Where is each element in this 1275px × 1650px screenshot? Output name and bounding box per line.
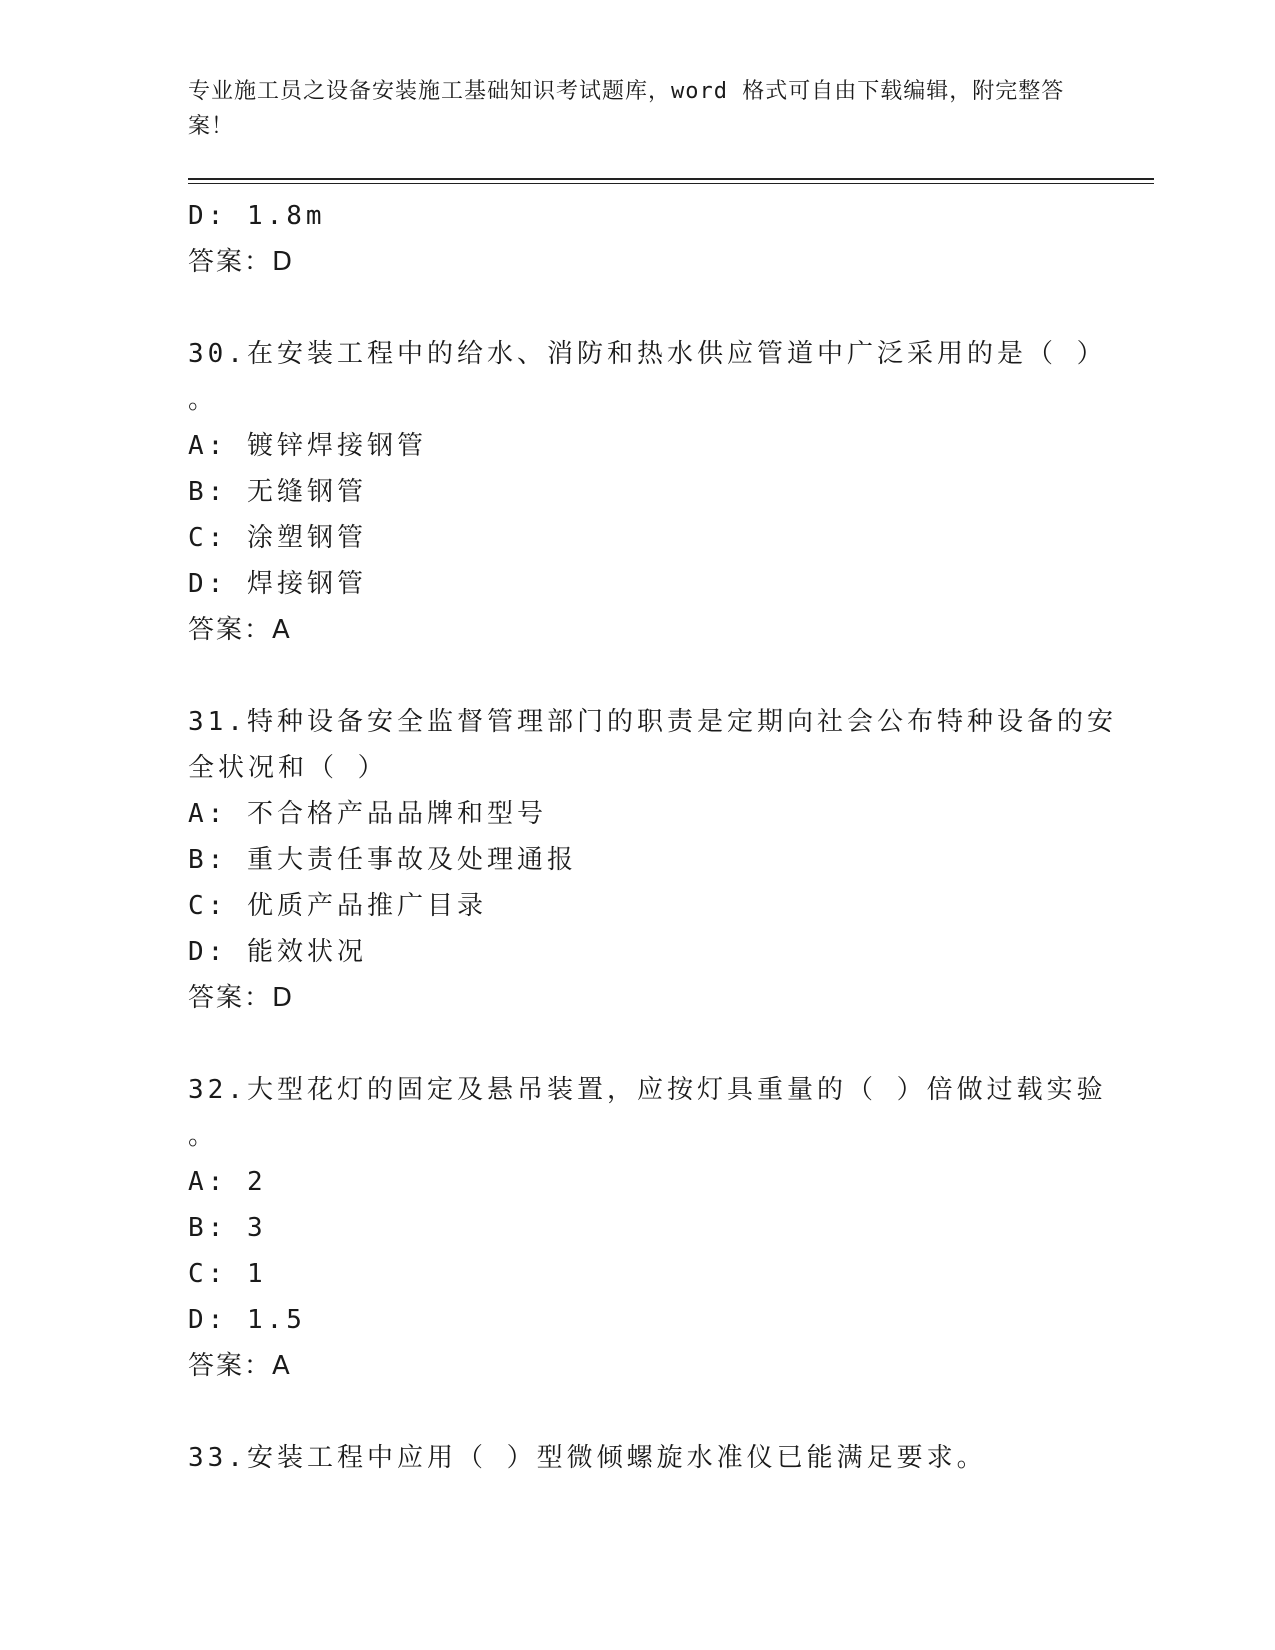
question-31-line1: 31.特种设备安全监督管理部门的职责是定期向社会公布特种设备的安 [188,707,1117,737]
document-header [188,74,1068,144]
question-32-option-d: D: 1.5 [188,1305,306,1335]
question-block-31 [188,699,1117,1021]
question-31-option-a: A: 不合格产品品牌和型号 [188,799,547,829]
question-block-33 [188,1435,1088,1481]
question-33-line1: 33.安装工程中应用（ ）型微倾螺旋水准仪已能满足要求。 [188,1443,987,1473]
question-30-option-a: A: 镀锌焊接钢管 [188,431,427,461]
header-rule-thin [188,183,1154,184]
question-30-option-b: B: 无缝钢管 [188,477,367,507]
question-30-answer: 答案：A [188,615,292,645]
question-31-answer: 答案：D [188,983,295,1013]
question-32-line2: 。 [188,1121,219,1151]
question-31-option-d: D: 能效状况 [188,937,367,967]
question-block-30 [188,331,1107,653]
question-block-32 [188,1067,1107,1389]
spacer [188,1389,1088,1435]
spacer [188,653,1088,699]
prev-option-d: D: 1.8m [188,201,326,231]
question-30-line1: 30.在安装工程中的给水、消防和热水供应管道中广泛采用的是（ ） [188,339,1107,369]
prev-answer: 答案：D [188,247,295,277]
header-rule-thick [188,178,1154,180]
question-31-line2: 全状况和（ ） [188,753,388,783]
question-32-line1: 32.大型花灯的固定及悬吊装置，应按灯具重量的（ ）倍做过载实验 [188,1075,1107,1105]
question-31-option-b: B: 重大责任事故及处理通报 [188,845,577,875]
question-30-option-d: D: 焊接钢管 [188,569,367,599]
question-32-option-a: A: 2 [188,1167,267,1197]
header-text: 专业施工员之设备安装施工基础知识考试题库，word 格式可自由下载编辑，附完整答案！ [188,79,1065,139]
question-content [188,193,1117,1481]
spacer [188,285,1088,331]
question-31-option-c: C: 优质产品推广目录 [188,891,487,921]
question-30-line2: 。 [188,385,219,415]
question-32-option-c: C: 1 [188,1259,267,1289]
spacer [188,1021,1088,1067]
question-32-answer: 答案：A [188,1351,292,1381]
question-30-option-c: C: 涂塑钢管 [188,523,367,553]
question-32-option-b: B: 3 [188,1213,267,1243]
